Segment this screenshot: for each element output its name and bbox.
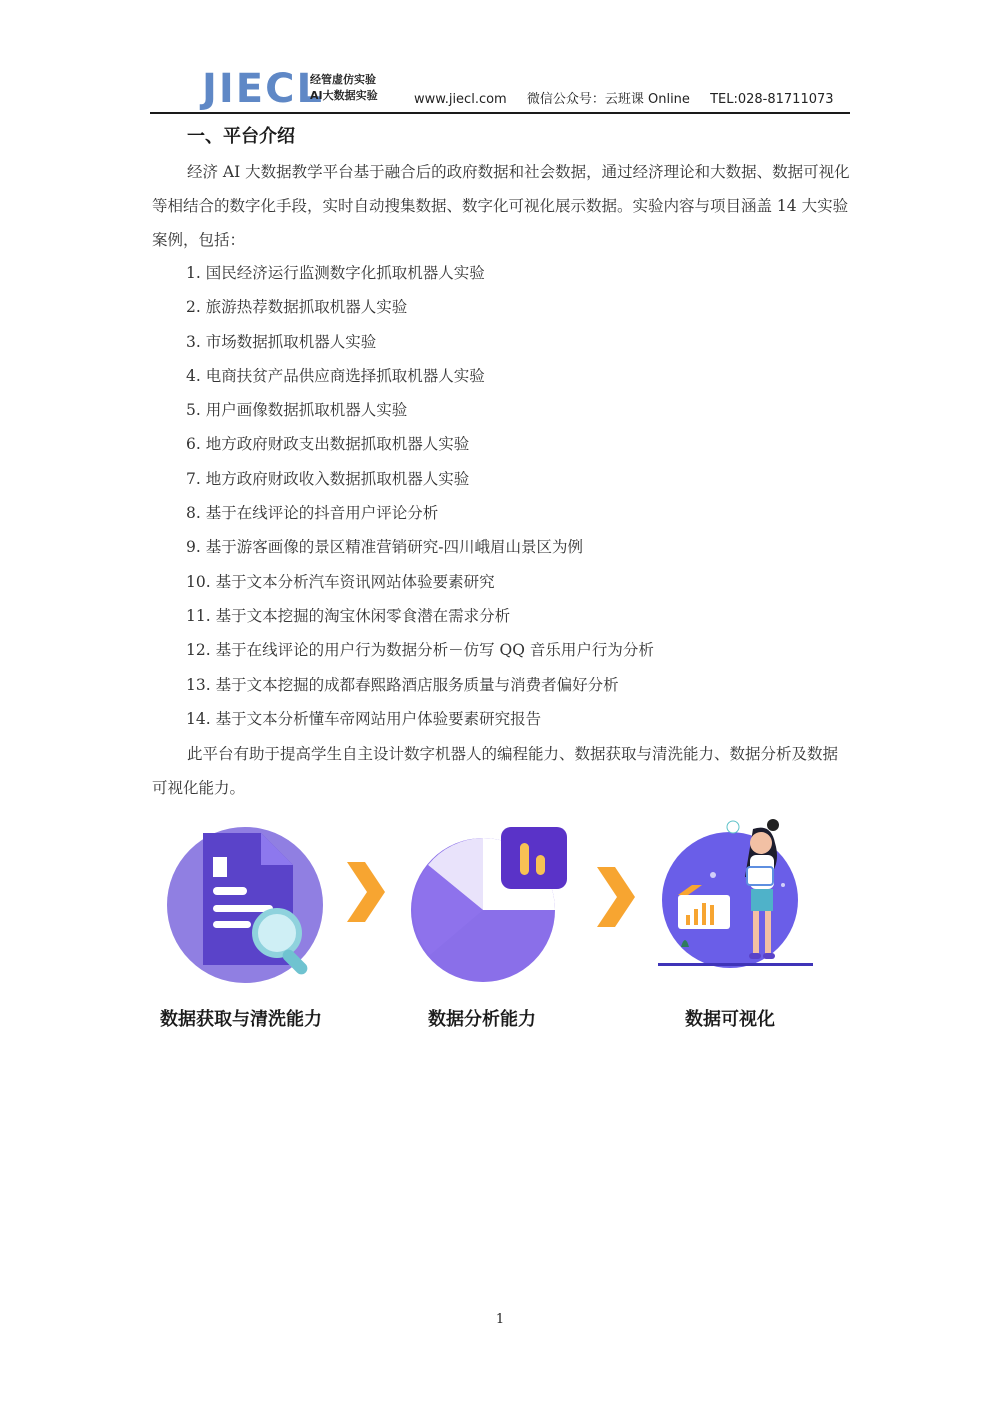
website-link[interactable]: www.jiecl.com xyxy=(414,92,507,107)
capability-label: 数据获取与清洗能力 xyxy=(160,1009,322,1030)
intro-paragraph xyxy=(152,155,852,257)
summary-text: 此平台有助于提高学生自主设计数字机器人的编程能力、数据获取与清洗能力、数据分析及数据可视化能力。 xyxy=(152,745,839,797)
list-item: 7. 地方政府财政收入数据抓取机器人实验 xyxy=(186,469,470,488)
logo-subtitle-line1: 经管虚仿实验 xyxy=(310,73,376,86)
logo: JIECL xyxy=(202,66,324,112)
logo-subtitle-line2: AI大数据实验 xyxy=(310,89,378,102)
data-visualization-icon xyxy=(653,815,823,975)
capability-label: 数据分析能力 xyxy=(428,1009,536,1030)
arrow-right-icon xyxy=(593,865,638,930)
list-item: 12. 基于在线评论的用户行为数据分析－仿写 QQ 音乐用户行为分析 xyxy=(186,641,654,660)
list-item: 11. 基于文本挖掘的淘宝休闲零食潜在需求分析 xyxy=(186,606,511,625)
contact-info xyxy=(414,88,850,107)
list-item: 10. 基于文本分析汽车资讯网站体验要素研究 xyxy=(186,572,495,591)
list-item: 8. 基于在线评论的抖音用户评论分析 xyxy=(186,504,439,523)
page-header xyxy=(150,60,850,114)
section-title: 一、平台介绍 xyxy=(187,126,295,147)
list-item: 3. 市场数据抓取机器人实验 xyxy=(186,332,377,351)
summary-paragraph xyxy=(152,737,852,805)
case-list xyxy=(186,256,654,736)
page-number: 1 xyxy=(495,1312,505,1327)
list-item: 1. 国民经济运行监测数字化抓取机器人实验 xyxy=(186,264,485,282)
list-item: 14. 基于文本分析懂车帝网站用户体验要素研究报告 xyxy=(186,709,542,728)
list-item: 6. 地方政府财政支出数据抓取机器人实验 xyxy=(186,435,470,454)
document-search-icon xyxy=(165,825,330,990)
pie-chart-icon xyxy=(408,825,573,990)
list-item: 13. 基于文本挖掘的成都春熙路酒店服务质量与消费者偏好分析 xyxy=(186,675,619,694)
list-item: 9. 基于游客画像的景区精准营销研究-四川峨眉山景区为例 xyxy=(186,538,583,557)
list-item: 5. 用户画像数据抓取机器人实验 xyxy=(186,401,408,420)
capabilities-illustration xyxy=(150,815,850,1045)
arrow-right-icon xyxy=(343,860,388,925)
list-item: 4. 电商扶贫产品供应商选择抓取机器人实验 xyxy=(186,366,485,385)
intro-text: 经济 AI 大数据教学平台基于融合后的政府数据和社会数据，通过经济理论和大数据、数据可视化等相结合的数字化手段，实时自动搜集数据、数字化可视化展示数据。实验内容与项目涵盖 14 大实验案例，包括： xyxy=(152,163,850,249)
list-item: 2. 旅游热荐数据抓取机器人实验 xyxy=(186,298,408,317)
wechat-info: 微信公众号：云班课 Online xyxy=(526,92,690,107)
logo-subtitle xyxy=(310,72,378,104)
tel-info: TEL:028-81711073 xyxy=(710,92,834,107)
capability-label: 数据可视化 xyxy=(685,1009,775,1030)
